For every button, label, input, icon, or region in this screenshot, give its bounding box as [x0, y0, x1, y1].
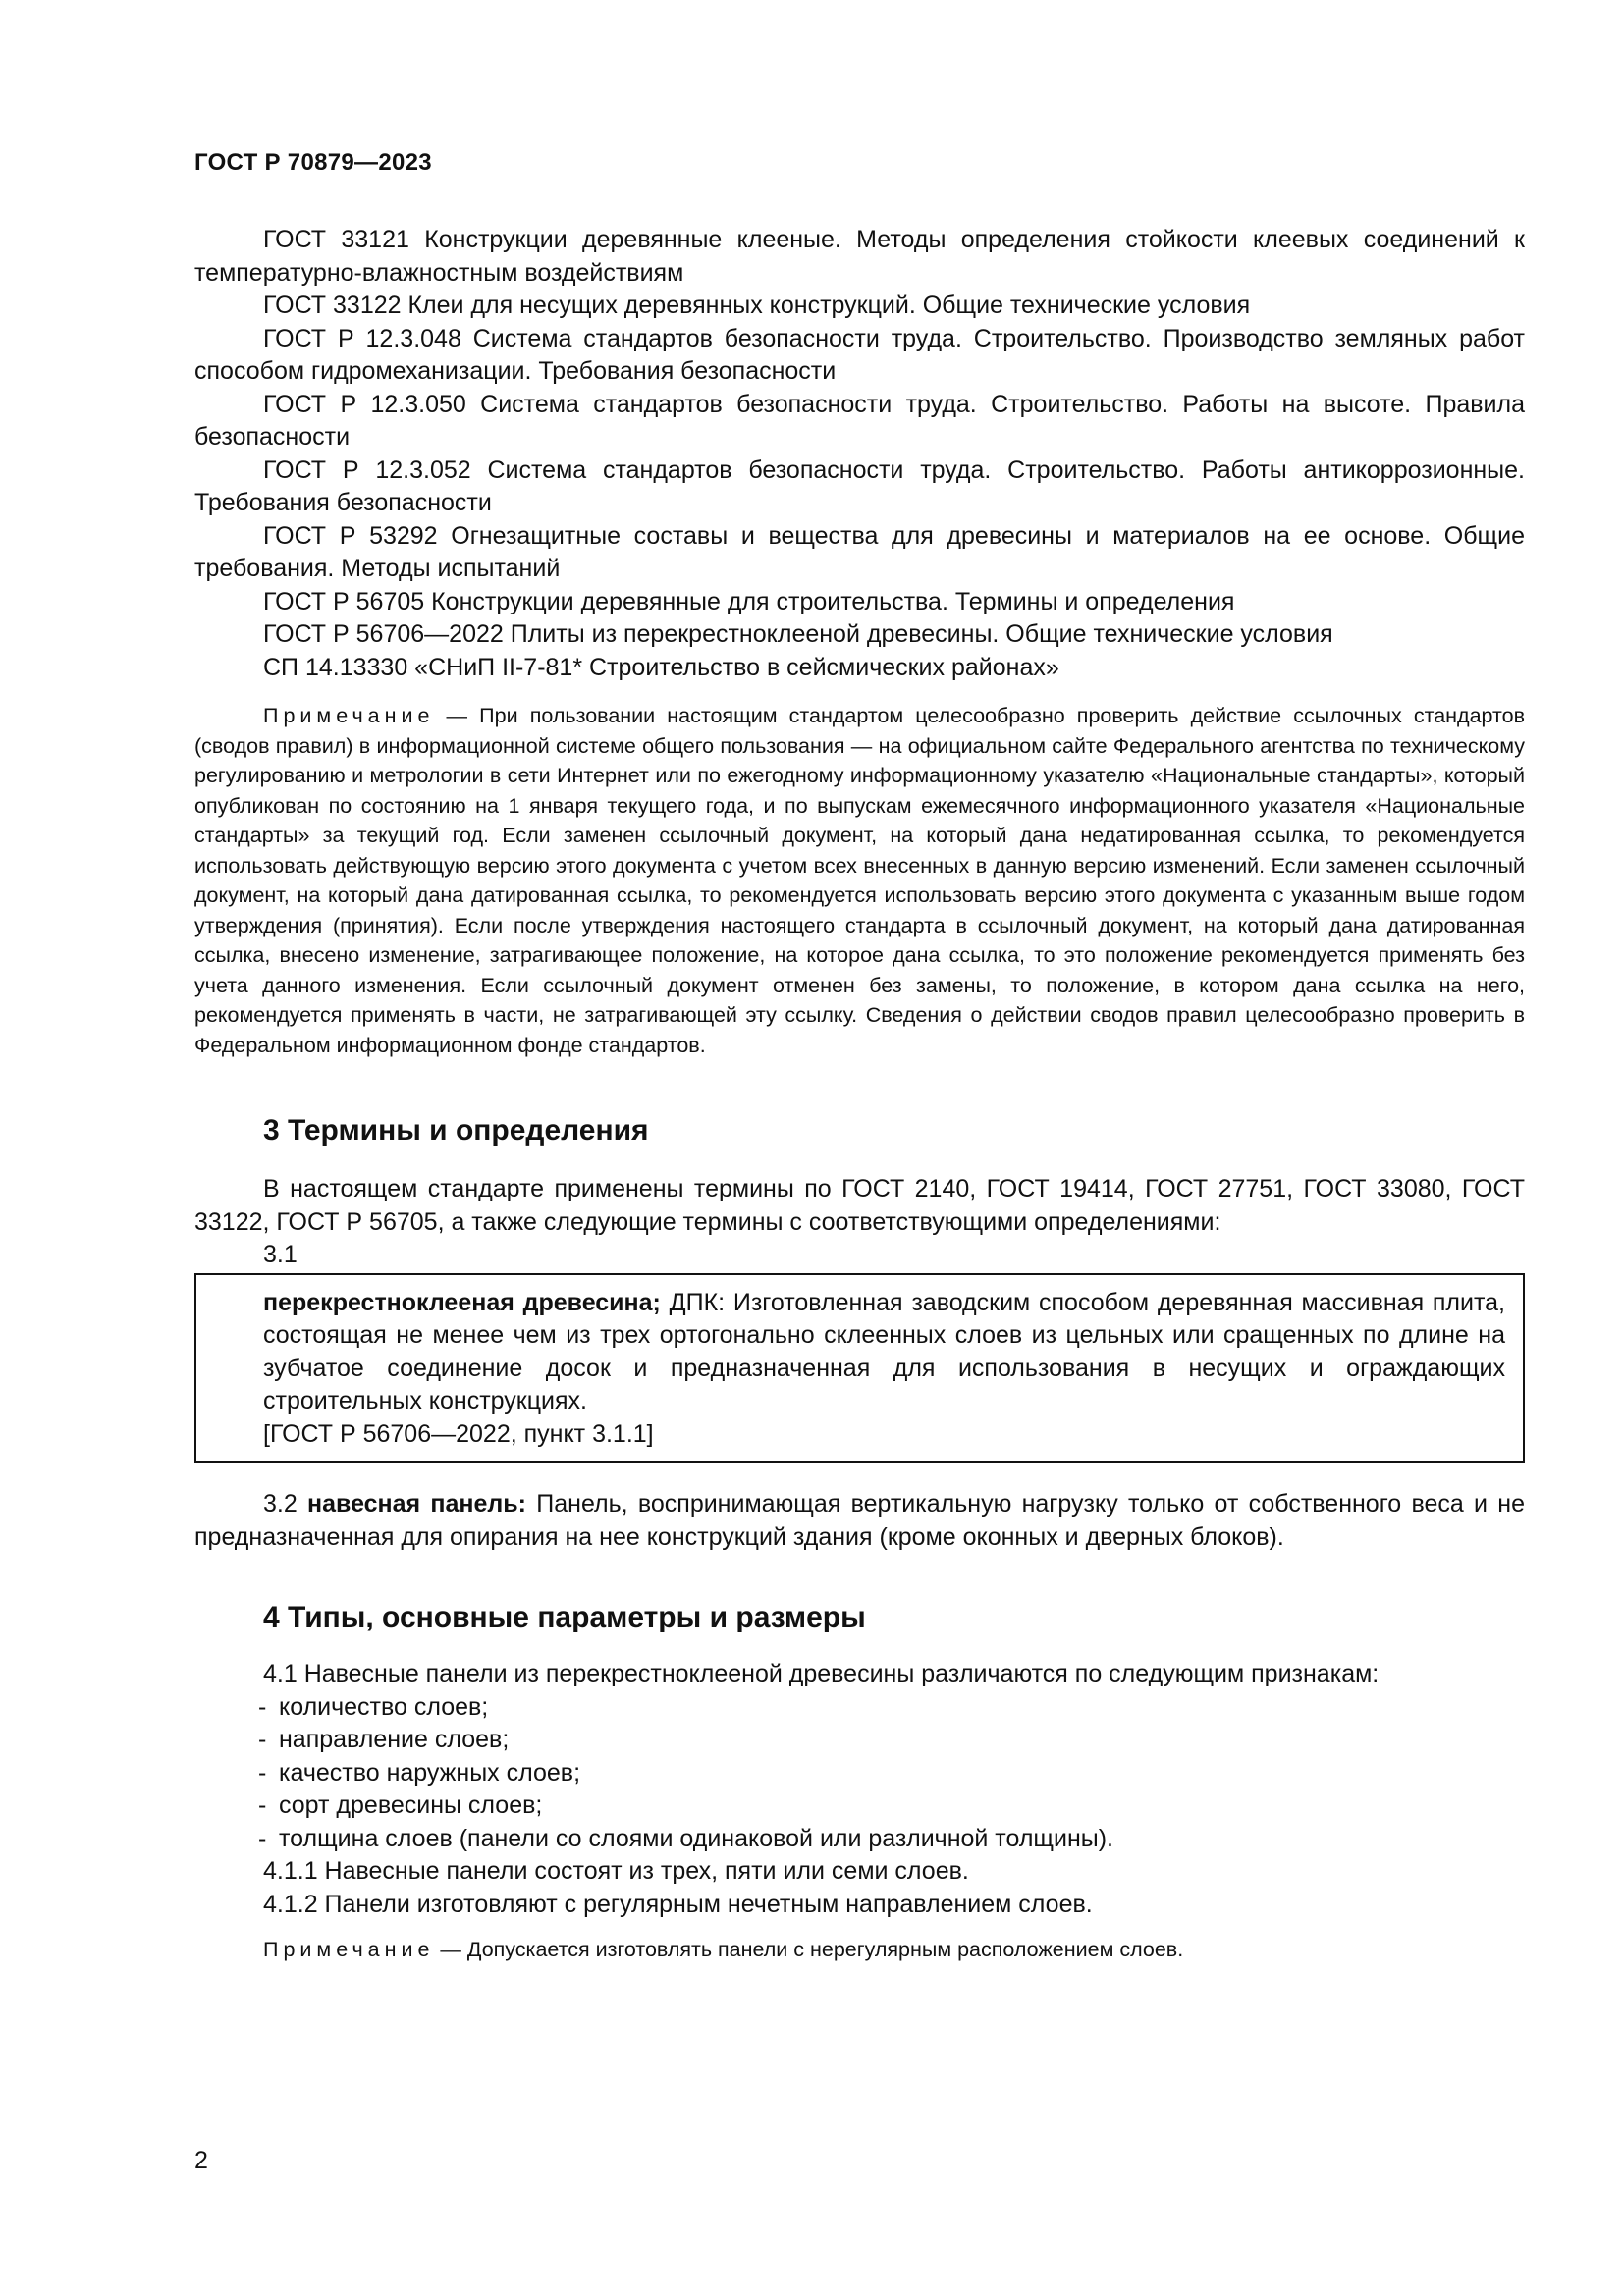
document-header-title: ГОСТ Р 70879—2023 [194, 149, 432, 176]
reference-item: ГОСТ Р 12.3.050 Система стандартов безопасности труда. Строительство. Работы на высоте. Правила безопасности [194, 390, 1525, 451]
term-3-2 [194, 1488, 1525, 1554]
term-3-1-text: ДПК: Изготовленная заводским способом деревянная массивная плита, состоящая не менее чем из трех ортогонально склеенных слоев из цельных или сращенных по длине на зубчатое соединение досок и предназначенная для использования в несущих и ограждающих строительных конструкциях. [263, 1288, 1505, 1415]
reference-item: ГОСТ Р 56705 Конструкции деревянные для строительства. Термины и определения [263, 587, 1235, 615]
reference-note [194, 701, 1525, 1060]
page-content [194, 224, 1525, 1964]
reference-item: ГОСТ 33122 Клеи для несущих деревянных конструкций. Общие технические условия [263, 292, 1251, 319]
reference-item: ГОСТ 33121 Конструкции деревянные клееные. Методы определения стойкости клеевых соединений к температурно-влажностным воздействиям [194, 226, 1525, 287]
list-item: - сорт древесины слоев; [258, 1789, 1525, 1823]
term-3-2-number: 3.2 [263, 1490, 308, 1518]
list-item: - количество слоев; [258, 1691, 1525, 1725]
term-3-1-term: перекрестноклееная древесина; [263, 1288, 661, 1316]
reference-item: ГОСТ Р 53292 Огнезащитные составы и вещества для древесины и материалов на ее основе. Общие требования. Методы испытаний [194, 521, 1525, 582]
note-label: Примечание [263, 1938, 435, 1961]
list-item: - толщина слоев (панели со слоями одинаковой или различной толщины). [258, 1823, 1525, 1856]
note-text: — При пользовании настоящим стандартом целесообразно проверить действие ссылочных стандартов (сводов правил) в информационной системе общего пользования — на официальном сайте Федерального агентства по техническому регулированию и метрологии в сети Интернет или по ежегодному информационному указателю «Национальные стандарты», который опубликован по состоянию на 1 января текущего года, и по выпускам ежемесячного информационного указателя «Национальные стандарты» за текущий год. Если заменен ссылочный документ, на который дана недатированная ссылка, то рекомендуется использовать действующую версию этого документа с учетом всех внесенных в данную версию изменений. Если заменен ссылочный документ, на который дана датированная ссылка, то рекомендуется использовать версию этого документа с указанным выше годом утверждения (принятия). Если после утверждения настоящего стандарта в ссылочный документ, на который дана датированная ссылка, внесено изменение, затрагивающее положение, на которое дана ссылка, то это положение рекомендуется применять без учета данного изменения. Если ссылочный документ отменен без замены, то положение, в котором дана ссылка на него, рекомендуется применять в части, не затрагивающей эту ссылку. Сведения о действии сводов правил целесообразно проверить в Федеральном информационном фонде стандартов. [194, 704, 1525, 1057]
reference-list [194, 224, 1525, 684]
note-label: Примечание [263, 704, 435, 727]
criteria-list [194, 1691, 1525, 1856]
page-number: 2 [194, 2147, 208, 2174]
reference-item: ГОСТ Р 12.3.048 Система стандартов безопасности труда. Строительство. Производство земляных работ способом гидромеханизации. Требования безопасности [194, 324, 1525, 385]
paragraph-4-1-1: 4.1.1 Навесные панели состоят из трех, пяти или семи слоев. [263, 1857, 969, 1885]
term-3-2-term: навесная панель: [307, 1490, 527, 1518]
paragraph-4-1-2: 4.1.2 Панели изготовляют с регулярным нечетным направлением слоев. [263, 1890, 1093, 1918]
paragraph-4-1: 4.1 Навесные панели из перекрестноклееной древесины различаются по следующим признакам: [263, 1660, 1380, 1687]
section-3-heading: 3 Термины и определения [263, 1114, 649, 1147]
list-item: - направление слоев; [258, 1724, 1525, 1757]
term-3-2-text: Панель, воспринимающая вертикальную нагрузку только от собственного веса и не предназначенная для опирания на нее конструкций здания (кроме оконных и дверных блоков). [194, 1490, 1525, 1551]
reference-item: ГОСТ Р 56706—2022 Плиты из перекрестноклееной древесины. Общие технические условия [263, 620, 1333, 648]
reference-item: СП 14.13330 «СНиП II-7-81* Строительство в сейсмических районах» [263, 653, 1059, 681]
term-3-1-definition [263, 1287, 1505, 1418]
note-text: — Допускается изготовлять панели с нерегулярным расположением слоев. [434, 1938, 1184, 1961]
reference-item: ГОСТ Р 12.3.052 Система стандартов безопасности труда. Строительство. Работы антикоррозионные. Требования безопасности [194, 455, 1525, 516]
list-item: - качество наружных слоев; [258, 1757, 1525, 1790]
section-4-note [194, 1935, 1525, 1964]
section-3-intro: В настоящем стандарте применены термины по ГОСТ 2140, ГОСТ 19414, ГОСТ 27751, ГОСТ 33080, ГОСТ 33122, ГОСТ Р 56705, а также следующие термины с соответствующими определениями: [194, 1175, 1525, 1236]
section-4-heading: 4 Типы, основные параметры и размеры [263, 1601, 866, 1633]
term-3-1-source: [ГОСТ Р 56706—2022, пункт 3.1.1] [263, 1419, 654, 1448]
term-3-1-number: 3.1 [263, 1241, 298, 1268]
term-3-1-box [194, 1273, 1525, 1464]
